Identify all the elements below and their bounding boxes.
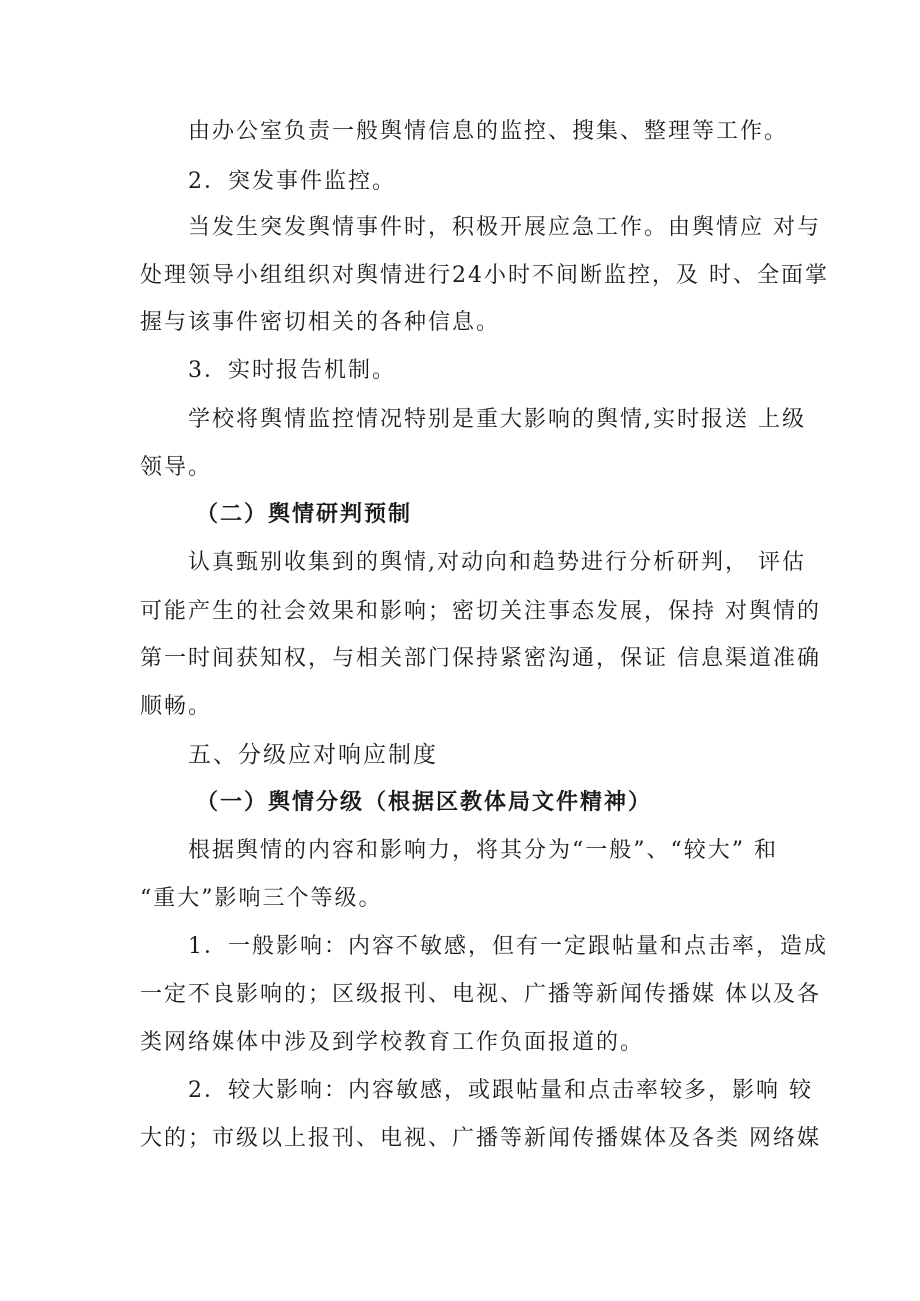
- section-heading: （二）舆情研判预制: [196, 502, 413, 527]
- paragraph-line: 第一时间获知权，与相关部门保持紧密沟通，保证 信息渠道准确: [140, 646, 821, 671]
- paragraph-line: 一定不良影响的；区级报刊、电视、广播等新闻传播媒 体以及各: [140, 982, 821, 1007]
- paragraph-line: “重大”影响三个等级。: [140, 886, 383, 911]
- paragraph-line: 可能产生的社会效果和影响；密切关注事态发展，保持 对舆情的: [140, 599, 821, 624]
- paragraph-line: 类网络媒体中涉及到学校教育工作负面报道的。: [140, 1030, 645, 1055]
- paragraph-line: 大的；市级以上报刊、电视、广播等新闻传播媒体及各类 网络媒: [140, 1126, 821, 1151]
- paragraph-line: 学校将舆情监控情况特别是重大影响的舆情,实时报送 上级: [188, 407, 806, 432]
- paragraph-line: 由办公室负责一般舆情信息的监控、搜集、整理等工作。: [188, 119, 789, 144]
- chapter-heading: 五、分级应对响应制度: [188, 742, 438, 768]
- list-item-heading: 2．突发事件监控。: [188, 169, 396, 194]
- paragraph-line: 2．较大影响：内容敏感，或跟帖量和点击率较多，影响 较: [188, 1078, 813, 1103]
- paragraph-line: 顺畅。: [140, 694, 213, 719]
- paragraph-line: 处理领导小组组织对舆情进行24小时不间断监控，及 时、全面掌: [140, 263, 829, 288]
- paragraph-line: 1．一般影响：内容不敏感，但有一定跟帖量和点击率，造成: [188, 934, 828, 959]
- list-item-heading: 3．实时报告机制。: [188, 358, 396, 383]
- paragraph-line: 根据舆情的内容和影响力，将其分为“一般”、“较大” 和: [188, 838, 778, 863]
- section-heading: （一）舆情分级（根据区教体局文件精神）: [196, 790, 653, 815]
- paragraph-line: 认真甄别收集到的舆情,对动向和趋势进行分析研判， 评估: [188, 550, 806, 575]
- paragraph-line: 当发生突发舆情事件时，积极开展应急工作。由舆情应 对与: [188, 215, 821, 240]
- paragraph-line: 领导。: [140, 455, 213, 480]
- paragraph-line: 握与该事件密切相关的各种信息。: [140, 310, 501, 335]
